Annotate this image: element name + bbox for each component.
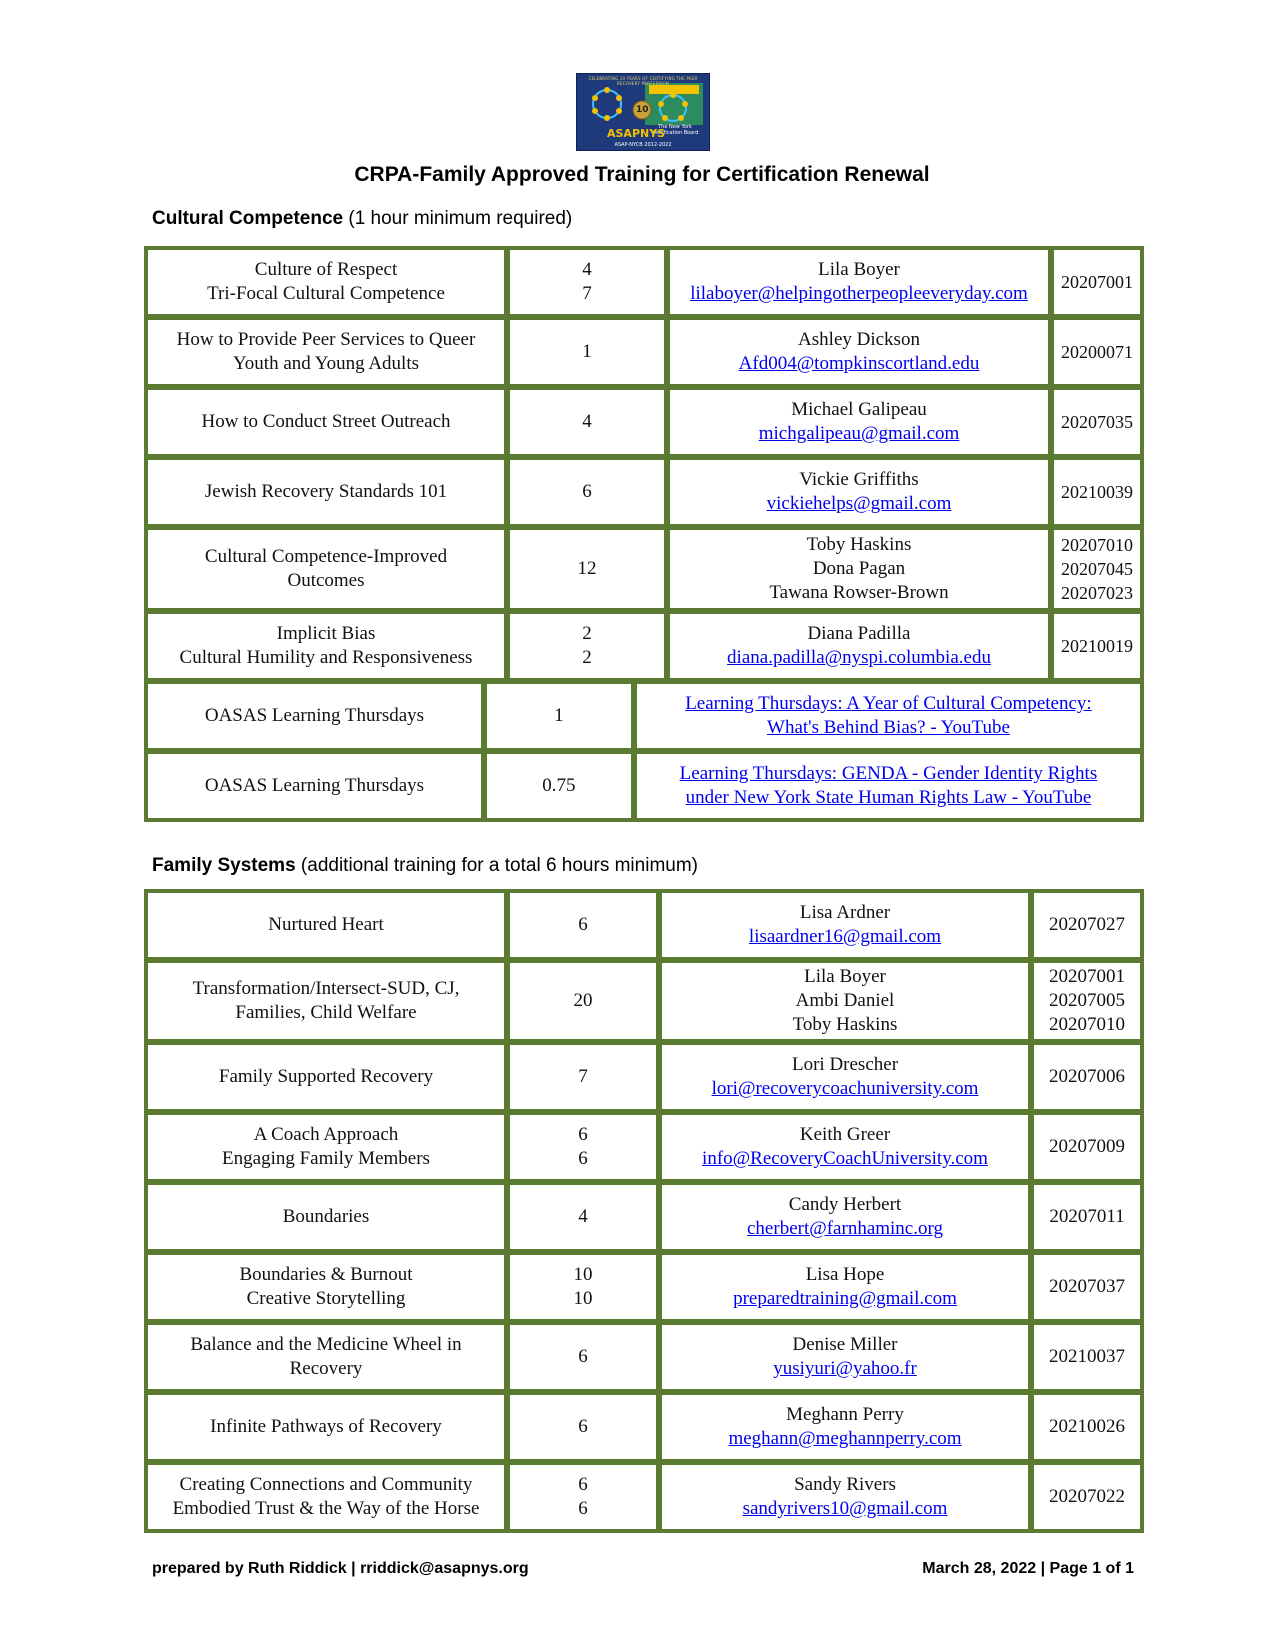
training-hours: 6 bbox=[578, 1498, 588, 1519]
trainer-name: Vickie Griffiths bbox=[799, 469, 919, 490]
training-title-cell bbox=[148, 1185, 504, 1249]
training-title: Jewish Recovery Standards 101 bbox=[204, 481, 448, 502]
trainer-name: Ambi Daniel bbox=[795, 990, 895, 1011]
training-hours: 2 bbox=[582, 623, 592, 644]
hours-cell bbox=[504, 390, 664, 454]
training-title-cell bbox=[148, 250, 504, 314]
section-heading-note: (1 hour minimum required) bbox=[343, 208, 573, 229]
certification-id-cell bbox=[1048, 530, 1140, 608]
trainer-contact-cell bbox=[656, 963, 1028, 1039]
cultural-competence-table bbox=[144, 246, 1144, 822]
hours-cell bbox=[504, 1185, 656, 1249]
trainer-email-link[interactable]: preparedtraining@gmail.com bbox=[733, 1288, 957, 1309]
trainer-contact-cell bbox=[664, 530, 1048, 608]
family-systems-table bbox=[144, 889, 1144, 1533]
training-title-cell bbox=[148, 1395, 504, 1459]
training-hours: 6 bbox=[578, 1124, 588, 1145]
training-hours: 6 bbox=[578, 914, 588, 935]
hours-cell bbox=[504, 320, 664, 384]
certification-id-cell bbox=[1028, 1255, 1140, 1319]
certification-id-cell bbox=[1028, 893, 1140, 957]
training-title: Youth and Young Adults bbox=[232, 353, 420, 374]
trainer-contact-cell bbox=[664, 250, 1048, 314]
table-row bbox=[148, 1319, 1140, 1389]
trainer-name: Sandy Rivers bbox=[794, 1474, 896, 1495]
trainer-email-link[interactable]: Afd004@tompkinscortland.edu bbox=[738, 353, 980, 374]
training-title: How to Provide Peer Services to Queer bbox=[176, 329, 476, 350]
training-title-cell bbox=[148, 614, 504, 678]
trainer-name: Michael Galipeau bbox=[791, 399, 927, 420]
training-hours: 10 bbox=[573, 1288, 593, 1309]
training-title: How to Conduct Street Outreach bbox=[201, 411, 451, 432]
table-row bbox=[148, 957, 1140, 1039]
hours-cell bbox=[504, 460, 664, 524]
footer-separator: | bbox=[346, 1560, 361, 1577]
training-hours: 4 bbox=[582, 259, 592, 280]
footer-email[interactable]: rriddick@asapnys.org bbox=[360, 1560, 529, 1577]
hours-cell bbox=[504, 1325, 656, 1389]
trainer-email-link[interactable]: lilaboyer@helpingotherpeopleeveryday.com bbox=[690, 283, 1028, 304]
training-hours: 2 bbox=[582, 647, 592, 668]
training-hours: 6 bbox=[578, 1148, 588, 1169]
certification-id: 20207045 bbox=[1061, 559, 1133, 579]
footer-date: March 28, 2022 bbox=[922, 1560, 1037, 1577]
table-row bbox=[148, 678, 1140, 748]
training-title-cell bbox=[148, 1255, 504, 1319]
training-hours: 12 bbox=[577, 558, 597, 579]
training-title: OASAS Learning Thursdays bbox=[204, 775, 425, 796]
trainer-contact-cell bbox=[656, 1325, 1028, 1389]
trainer-name: Diana Padilla bbox=[807, 623, 911, 644]
trainer-email-link[interactable]: cherbert@farnhaminc.org bbox=[747, 1218, 943, 1239]
training-title: Boundaries & Burnout bbox=[239, 1264, 413, 1285]
certification-id: 20207001 bbox=[1061, 272, 1133, 292]
logo-brand-text: ASAPNYS bbox=[607, 127, 666, 140]
trainer-contact-cell bbox=[656, 1115, 1028, 1179]
training-title: Culture of Respect bbox=[254, 259, 398, 280]
trainer-contact-cell bbox=[664, 614, 1048, 678]
certification-id-cell bbox=[1028, 1115, 1140, 1179]
training-title: Creative Storytelling bbox=[246, 1288, 406, 1309]
hours-cell bbox=[504, 1115, 656, 1179]
trainer-name: Toby Haskins bbox=[806, 534, 912, 555]
hours-cell bbox=[504, 1045, 656, 1109]
trainer-email-link[interactable]: meghann@meghannperry.com bbox=[728, 1428, 962, 1449]
trainer-contact-cell bbox=[664, 390, 1048, 454]
training-title: A Coach Approach bbox=[253, 1124, 399, 1145]
table-row bbox=[148, 250, 1140, 314]
training-title-cell bbox=[148, 754, 481, 818]
footer-prepared-by bbox=[152, 1560, 529, 1578]
certification-id: 20207037 bbox=[1049, 1276, 1125, 1297]
certification-id: 20207010 bbox=[1049, 1014, 1125, 1035]
trainer-contact-cell bbox=[664, 460, 1048, 524]
certification-id: 20210037 bbox=[1049, 1346, 1125, 1367]
certification-id: 20207022 bbox=[1049, 1486, 1125, 1507]
footer-date-page bbox=[922, 1560, 1134, 1578]
hours-cell bbox=[504, 530, 664, 608]
training-hours: 1 bbox=[554, 705, 564, 726]
video-link-cell bbox=[631, 684, 1140, 748]
trainer-name: Dona Pagan bbox=[812, 558, 906, 579]
certification-id: 20207005 bbox=[1049, 990, 1125, 1011]
section-heading-cultural bbox=[152, 208, 572, 230]
training-title-cell bbox=[148, 1045, 504, 1109]
trainer-name: Lisa Ardner bbox=[799, 902, 891, 923]
training-title-cell bbox=[148, 390, 504, 454]
certification-id-cell bbox=[1048, 460, 1140, 524]
training-hours: 6 bbox=[582, 481, 592, 502]
trainer-contact-cell bbox=[656, 1045, 1028, 1109]
training-title-cell bbox=[148, 963, 504, 1039]
section-heading-label: Cultural Competence bbox=[152, 208, 344, 229]
training-hours: 1 bbox=[582, 341, 592, 362]
trainer-contact-cell bbox=[656, 1185, 1028, 1249]
training-title: Families, Child Welfare bbox=[235, 1002, 417, 1023]
training-title: OASAS Learning Thursdays bbox=[204, 705, 425, 726]
training-title: Cultural Competence-Improved bbox=[204, 546, 448, 567]
trainer-email-link[interactable]: michgalipeau@gmail.com bbox=[758, 423, 960, 444]
training-hours: 10 bbox=[573, 1264, 593, 1285]
training-title-cell bbox=[148, 1115, 504, 1179]
trainer-name: Lisa Hope bbox=[805, 1264, 885, 1285]
trainer-contact-cell bbox=[656, 893, 1028, 957]
asapnys-logo bbox=[576, 73, 710, 151]
table-row bbox=[148, 314, 1140, 384]
hours-cell bbox=[504, 1395, 656, 1459]
youtube-link[interactable]: Learning Thursdays: GENDA - Gender Identity Rights bbox=[679, 763, 1098, 784]
training-title-cell bbox=[148, 460, 504, 524]
table-row bbox=[148, 1109, 1140, 1179]
youtube-link[interactable]: What's Behind Bias? - YouTube bbox=[767, 717, 1010, 738]
table-row bbox=[148, 384, 1140, 454]
trainer-email-link[interactable]: lisaardner16@gmail.com bbox=[748, 926, 942, 947]
trainer-email-link[interactable]: info@RecoveryCoachUniversity.com bbox=[702, 1148, 988, 1169]
footer-separator: | bbox=[1036, 1560, 1050, 1577]
logo-top-text: CELEBRATING 10 YEARS OF CERTIFYING THE PEER RECOVERY PROFESSION bbox=[588, 76, 698, 86]
certification-id-cell bbox=[1048, 320, 1140, 384]
certification-id-cell bbox=[1028, 1325, 1140, 1389]
training-title-cell bbox=[148, 684, 481, 748]
trainer-name: Tawana Rowser-Brown bbox=[769, 582, 949, 603]
training-title: Balance and the Medicine Wheel in bbox=[190, 1334, 462, 1355]
training-title: Family Supported Recovery bbox=[218, 1066, 434, 1087]
logo-board-text: The New York Certification Board bbox=[651, 124, 699, 136]
hours-cell bbox=[481, 684, 631, 748]
certification-id-cell bbox=[1028, 963, 1140, 1039]
training-title: Implicit Bias bbox=[276, 623, 376, 644]
training-hours: 20 bbox=[573, 990, 593, 1011]
trainer-email-link[interactable]: vickiehelps@gmail.com bbox=[766, 493, 952, 514]
certification-id-cell bbox=[1028, 1185, 1140, 1249]
training-title: Infinite Pathways of Recovery bbox=[210, 1416, 442, 1437]
certification-id: 20210026 bbox=[1049, 1416, 1125, 1437]
hours-cell bbox=[504, 250, 664, 314]
trainer-contact-cell bbox=[656, 1465, 1028, 1529]
hours-cell bbox=[481, 754, 631, 818]
certification-id: 20207001 bbox=[1049, 966, 1125, 987]
hours-cell bbox=[504, 893, 656, 957]
hours-cell bbox=[504, 614, 664, 678]
certification-id: 20207009 bbox=[1049, 1136, 1125, 1157]
trainer-name: Candy Herbert bbox=[788, 1194, 902, 1215]
certification-id-cell bbox=[1048, 390, 1140, 454]
logo-badge-number: 10 bbox=[636, 105, 649, 115]
hours-cell bbox=[504, 1465, 656, 1529]
training-hours: 4 bbox=[578, 1206, 588, 1227]
training-title: Tri-Focal Cultural Competence bbox=[207, 283, 445, 304]
certification-id: 20207010 bbox=[1061, 535, 1133, 555]
certification-id-cell bbox=[1028, 1465, 1140, 1529]
training-title-cell bbox=[148, 1325, 504, 1389]
section-heading-note: (additional training for a total 6 hours minimum) bbox=[295, 855, 698, 876]
trainer-name: Lila Boyer bbox=[804, 966, 886, 987]
table-row bbox=[148, 748, 1140, 818]
trainer-name: Ashley Dickson bbox=[798, 329, 920, 350]
certification-id: 20207035 bbox=[1061, 412, 1133, 432]
table-row bbox=[148, 608, 1140, 678]
training-hours: 6 bbox=[578, 1346, 588, 1367]
training-title-cell bbox=[148, 893, 504, 957]
training-title: Outcomes bbox=[287, 570, 365, 591]
table-row bbox=[148, 1249, 1140, 1319]
training-title: Nurtured Heart bbox=[268, 914, 384, 935]
certification-id: 20210039 bbox=[1061, 482, 1133, 502]
certification-id: 20207027 bbox=[1049, 914, 1125, 935]
trainer-name: Lila Boyer bbox=[818, 259, 900, 280]
certification-id: 20200071 bbox=[1061, 342, 1133, 362]
training-hours: 6 bbox=[578, 1474, 588, 1495]
certification-id: 20207006 bbox=[1049, 1066, 1125, 1087]
training-hours: 4 bbox=[582, 411, 592, 432]
trainer-email-link[interactable]: diana.padilla@nyspi.columbia.edu bbox=[727, 647, 991, 668]
hours-cell bbox=[504, 963, 656, 1039]
training-hours: 7 bbox=[578, 1066, 588, 1087]
table-row bbox=[148, 1459, 1140, 1529]
certification-id-cell bbox=[1028, 1045, 1140, 1109]
training-title-cell bbox=[148, 320, 504, 384]
trainer-name: Denise Miller bbox=[792, 1334, 898, 1355]
trainer-contact-cell bbox=[664, 320, 1048, 384]
training-title: Recovery bbox=[289, 1358, 363, 1379]
table-row bbox=[148, 524, 1140, 608]
training-title: Transformation/Intersect-SUD, CJ, bbox=[192, 978, 460, 999]
table-row bbox=[148, 1389, 1140, 1459]
trainer-name: Toby Haskins bbox=[792, 1014, 898, 1035]
certification-id: 20207011 bbox=[1049, 1206, 1125, 1227]
trainer-email-link[interactable]: sandyrivers10@gmail.com bbox=[742, 1498, 948, 1519]
certification-id-cell bbox=[1048, 250, 1140, 314]
footer-author: prepared by Ruth Riddick bbox=[152, 1560, 347, 1577]
video-link-cell bbox=[631, 754, 1140, 818]
training-title: Embodied Trust & the Way of the Horse bbox=[172, 1498, 480, 1519]
trainer-contact-cell bbox=[656, 1395, 1028, 1459]
certification-id-cell bbox=[1028, 1395, 1140, 1459]
trainer-email-link[interactable]: yusiyuri@yahoo.fr bbox=[773, 1358, 917, 1379]
trainer-name: Meghann Perry bbox=[786, 1404, 904, 1425]
training-hours: 7 bbox=[582, 283, 592, 304]
certification-id: 20207023 bbox=[1061, 583, 1133, 603]
hours-cell bbox=[504, 1255, 656, 1319]
training-title: Engaging Family Members bbox=[222, 1148, 430, 1169]
training-title: Boundaries bbox=[282, 1206, 370, 1227]
youtube-link[interactable]: under New York State Human Rights Law - YouTube bbox=[685, 787, 1092, 808]
page-title: CRPA-Family Approved Training for Certification Renewal bbox=[354, 163, 930, 186]
trainer-email-link[interactable]: lori@recoverycoachuniversity.com bbox=[711, 1078, 979, 1099]
training-title: Cultural Humility and Responsiveness bbox=[179, 647, 473, 668]
youtube-link[interactable]: Learning Thursdays: A Year of Cultural Competency: bbox=[685, 693, 1092, 714]
trainer-contact-cell bbox=[656, 1255, 1028, 1319]
training-hours: 0.75 bbox=[542, 775, 576, 796]
trainer-name: Lori Drescher bbox=[791, 1054, 899, 1075]
training-hours: 6 bbox=[578, 1416, 588, 1437]
trainer-name: Keith Greer bbox=[799, 1124, 891, 1145]
table-row bbox=[148, 1179, 1140, 1249]
training-title-cell bbox=[148, 530, 504, 608]
training-title: Creating Connections and Community bbox=[179, 1474, 473, 1495]
table-row bbox=[148, 1039, 1140, 1109]
section-heading-family bbox=[152, 855, 698, 877]
footer-page-number: Page 1 of 1 bbox=[1049, 1560, 1134, 1577]
logo-bottom-text: ASAP-NYCB 2012-2022 bbox=[614, 142, 672, 148]
table-row bbox=[148, 893, 1140, 957]
certification-id: 20210019 bbox=[1061, 636, 1133, 656]
training-title-cell bbox=[148, 1465, 504, 1529]
table-row bbox=[148, 454, 1140, 524]
certification-id-cell bbox=[1048, 614, 1140, 678]
section-heading-label: Family Systems bbox=[152, 855, 296, 876]
